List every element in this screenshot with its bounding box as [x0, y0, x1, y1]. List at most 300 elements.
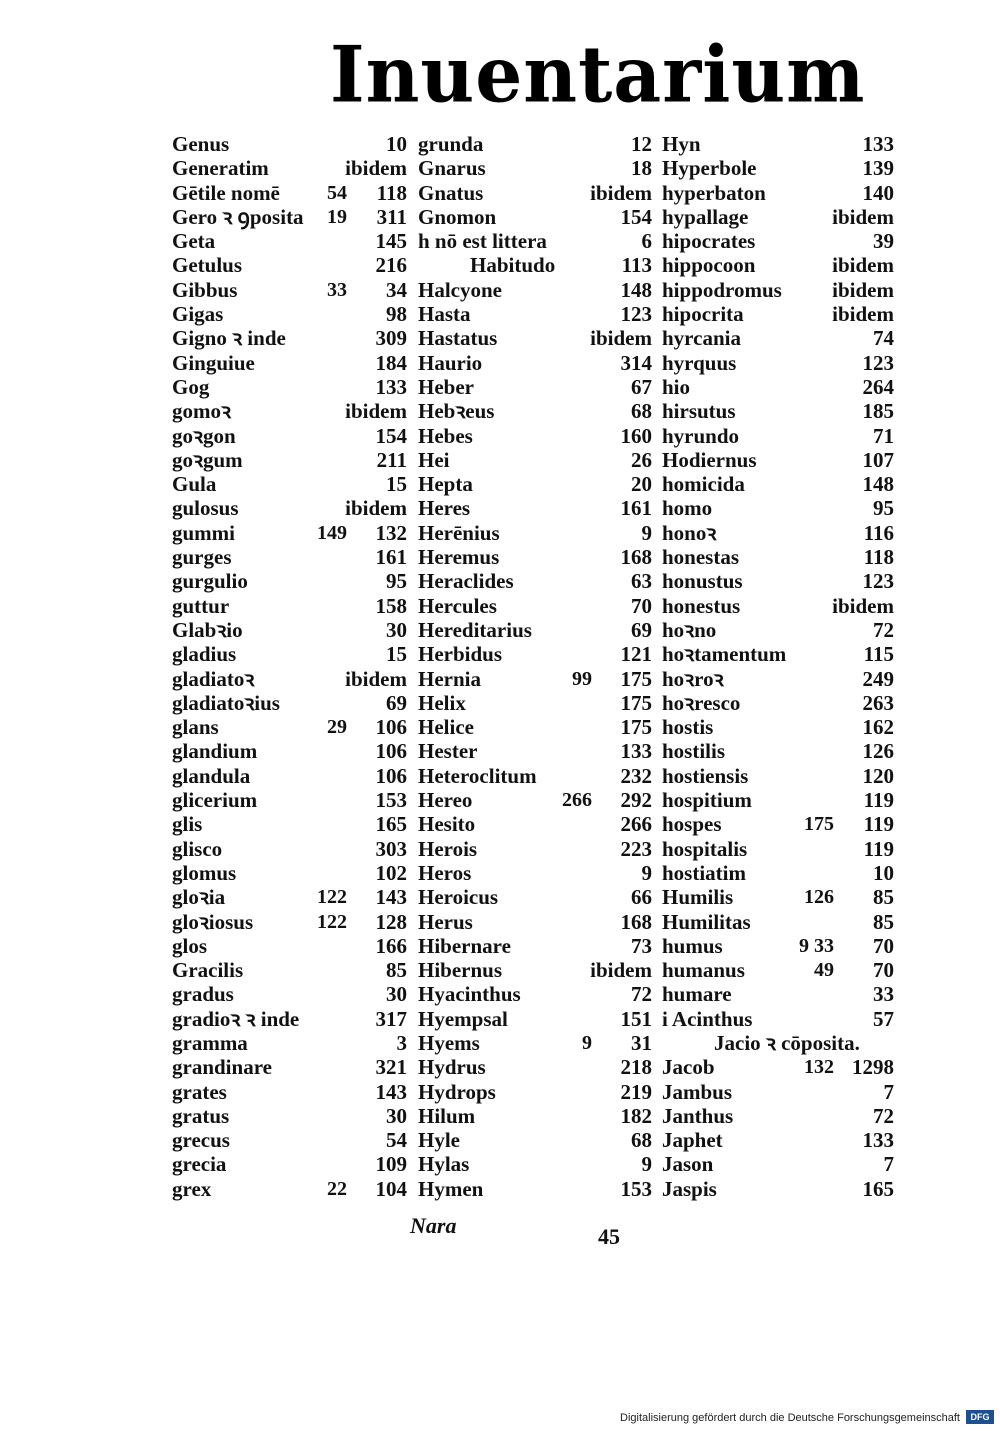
- entry-page: 72: [873, 617, 894, 642]
- page-title: Inuentarium: [330, 29, 866, 121]
- entry-page: 175: [620, 690, 652, 715]
- entry-page: 314: [620, 350, 652, 375]
- entry-word: hypallage: [662, 204, 749, 229]
- entry-page: 116: [863, 520, 894, 545]
- index-entry: [662, 132, 894, 156]
- entry-page: ibidem: [590, 326, 652, 351]
- index-entry: [172, 399, 407, 423]
- index-entry: [418, 667, 652, 691]
- entry-page: 158: [375, 593, 407, 618]
- entry-page: 168: [620, 545, 652, 570]
- index-entry: [172, 496, 407, 520]
- entry-word: hospitium: [662, 788, 752, 813]
- entry-page: 34: [386, 277, 407, 302]
- index-entry: [172, 1104, 407, 1128]
- entry-word: gramma: [172, 1030, 248, 1055]
- index-entry: [418, 1055, 652, 1079]
- index-entry: [662, 618, 894, 642]
- entry-word: Hebꝛeus: [418, 399, 495, 424]
- index-column-3: [662, 132, 894, 1212]
- entry-page: ibidem: [345, 399, 407, 424]
- index-entry: [418, 958, 652, 982]
- index-entry: [662, 521, 894, 545]
- entry-word: Hercules: [418, 593, 497, 618]
- entry-page: 133: [620, 739, 652, 764]
- entry-word: gloꝛiosus: [172, 909, 254, 934]
- index-entry: [662, 1128, 894, 1152]
- entry-page: 161: [375, 545, 407, 570]
- index-entry: [172, 351, 407, 375]
- index-entry: [418, 253, 652, 277]
- entry-word: Genus: [172, 132, 230, 156]
- entry-page: 154: [375, 423, 407, 448]
- entry-word: grecia: [172, 1152, 227, 1177]
- entry-word: Helix: [418, 690, 466, 715]
- entry-page: ibidem: [832, 253, 894, 278]
- index-entry: [662, 910, 894, 934]
- entry-page: 15: [386, 642, 407, 667]
- entry-word: Halcyone: [418, 277, 502, 302]
- index-entry: [172, 1055, 407, 1079]
- entry-word: hyrquus: [662, 350, 737, 375]
- entry-page: 175: [620, 715, 652, 740]
- entry-page: 31: [631, 1030, 652, 1055]
- entry-word: grandinare: [172, 1055, 272, 1080]
- entry-page: 68: [631, 1128, 652, 1153]
- entry-page: 98: [386, 302, 407, 327]
- entry-word: Ginguiue: [172, 350, 255, 375]
- entry-word: Japhet: [662, 1128, 723, 1153]
- index-entry: [662, 351, 894, 375]
- entry-page: 153: [620, 1176, 652, 1201]
- entry-page: 26: [631, 447, 652, 472]
- entry-extra-page: 122: [317, 910, 347, 933]
- entry-word: hostiatim: [662, 860, 746, 885]
- index-entry: [172, 715, 407, 739]
- entry-page: 9: [641, 860, 652, 885]
- entry-word: gummi: [172, 520, 235, 545]
- entry-word: Gigno ꝛ inde: [172, 326, 286, 351]
- entry-word: honustus: [662, 569, 743, 594]
- entry-extra-page: 19: [327, 205, 347, 228]
- entry-word: hoꝛtamentum: [662, 642, 787, 667]
- entry-page: 10: [386, 132, 407, 156]
- entry-word: h nō est littera: [418, 229, 547, 254]
- index-entry: [172, 812, 407, 836]
- entry-word: humare: [662, 982, 732, 1007]
- entry-page: ibidem: [345, 156, 407, 181]
- entry-word: Hei: [418, 447, 450, 472]
- entry-page: ibidem: [590, 958, 652, 983]
- index-entry: [662, 229, 894, 253]
- entry-page: 123: [862, 569, 894, 594]
- index-entry: [418, 1152, 652, 1176]
- entry-extra-page: 22: [327, 1177, 347, 1200]
- entry-word: Gnarus: [418, 156, 486, 181]
- entry-word: Jacio ꝛ cōposita.: [714, 1030, 860, 1055]
- entry-word: gurgulio: [172, 569, 248, 594]
- index-entry: [418, 181, 652, 205]
- index-entry: [172, 837, 407, 861]
- index-entry: [662, 982, 894, 1006]
- entry-word: Heroicus: [418, 885, 499, 910]
- index-entry: [418, 812, 652, 836]
- index-entry: [172, 448, 407, 472]
- index-entry: [172, 788, 407, 812]
- entry-word: glisco: [172, 836, 223, 861]
- entry-word: glandium: [172, 739, 258, 764]
- entry-word: hyrundo: [662, 423, 740, 448]
- index-entry: [662, 278, 894, 302]
- index-entry: [662, 375, 894, 399]
- entry-word: grates: [172, 1079, 227, 1104]
- entry-page: 54: [386, 1128, 407, 1153]
- entry-page: 85: [873, 909, 894, 934]
- entry-extra-page: 9: [582, 1031, 592, 1054]
- index-entry: [172, 132, 407, 156]
- entry-word: glos: [172, 933, 208, 958]
- index-entry: [172, 545, 407, 569]
- entry-page: 1298: [852, 1055, 894, 1080]
- entry-page: 12: [631, 132, 652, 156]
- entry-page: 109: [375, 1152, 407, 1177]
- entry-word: Hyempsal: [418, 1006, 508, 1031]
- entry-word: Herus: [418, 909, 473, 934]
- entry-page: 66: [631, 885, 652, 910]
- index-entry: [172, 739, 407, 763]
- index-entry: [172, 156, 407, 180]
- entry-word: Jason: [662, 1152, 714, 1177]
- entry-page: 106: [375, 739, 407, 764]
- entry-word: i Acinthus: [662, 1006, 753, 1031]
- entry-word: Habitudo: [470, 253, 556, 278]
- entry-word: hoꝛresco: [662, 690, 741, 715]
- index-entry: [418, 594, 652, 618]
- index-entry: [418, 132, 652, 156]
- index-entry: [662, 788, 894, 812]
- entry-word: Herois: [418, 836, 478, 861]
- index-entry: [418, 788, 652, 812]
- dfg-logo: DFG: [966, 1410, 994, 1424]
- entry-page: 184: [375, 350, 407, 375]
- index-entry: [662, 326, 894, 350]
- index-entry: [172, 205, 407, 229]
- entry-word: gradus: [172, 982, 234, 1007]
- index-entry: [418, 521, 652, 545]
- entry-page: 70: [873, 958, 894, 983]
- entry-page: 95: [873, 496, 894, 521]
- entry-page: 30: [386, 617, 407, 642]
- index-entry: [418, 1080, 652, 1104]
- entry-page: 165: [375, 812, 407, 837]
- index-entry: [662, 861, 894, 885]
- entry-page: 182: [620, 1103, 652, 1128]
- entry-page: 18: [631, 156, 652, 181]
- index-entry: [662, 837, 894, 861]
- entry-page: 7: [883, 1152, 894, 1177]
- entry-page: 106: [375, 763, 407, 788]
- index-entry: [172, 667, 407, 691]
- entry-page: 118: [376, 180, 407, 205]
- entry-word: Hester: [418, 739, 478, 764]
- entry-page: 161: [620, 496, 652, 521]
- index-entry: [418, 982, 652, 1006]
- entry-word: goꝛgon: [172, 423, 236, 448]
- entry-word: humanus: [662, 958, 745, 983]
- index-entry: [172, 910, 407, 934]
- index-entry: [172, 521, 407, 545]
- index-entry: [172, 934, 407, 958]
- entry-word: Helice: [418, 715, 474, 740]
- entry-page: 223: [620, 836, 652, 861]
- entry-page: 123: [620, 302, 652, 327]
- entry-word: hippodromus: [662, 277, 782, 302]
- entry-page: 185: [862, 399, 894, 424]
- entry-word: humus: [662, 933, 723, 958]
- index-entry: [662, 472, 894, 496]
- entry-page: 143: [375, 1079, 407, 1104]
- entry-extra-page: 33: [327, 278, 347, 301]
- entry-word: Heber: [418, 374, 474, 399]
- entry-word: Hepta: [418, 472, 473, 497]
- entry-page: 20: [631, 472, 652, 497]
- entry-page: ibidem: [832, 277, 894, 302]
- index-entry: [662, 691, 894, 715]
- entry-word: Hodiernus: [662, 447, 757, 472]
- index-entry: [172, 181, 407, 205]
- index-entry: [418, 205, 652, 229]
- index-entry: [172, 1177, 407, 1201]
- index-entry: [418, 351, 652, 375]
- entry-page: 292: [620, 788, 652, 813]
- entry-word: Gracilis: [172, 958, 244, 983]
- entry-page: 6: [641, 229, 652, 254]
- entry-word: hospes: [662, 812, 722, 837]
- entry-word: Gog: [172, 374, 210, 399]
- index-entry: [172, 618, 407, 642]
- entry-page: 126: [862, 739, 894, 764]
- index-entry: [662, 1152, 894, 1176]
- entry-word: hipocrates: [662, 229, 756, 254]
- entry-extra-page: 29: [327, 716, 347, 739]
- index-entry: [662, 448, 894, 472]
- entry-page: 119: [863, 788, 894, 813]
- entry-word: Haurio: [418, 350, 483, 375]
- entry-word: grex: [172, 1176, 212, 1201]
- signature-mark: 45: [598, 1224, 620, 1249]
- entry-page: 95: [386, 569, 407, 594]
- index-entry: [418, 618, 652, 642]
- entry-word: glomus: [172, 860, 237, 885]
- index-entry: [172, 278, 407, 302]
- entry-word: Gigas: [172, 302, 224, 327]
- entry-word: grecus: [172, 1128, 230, 1153]
- index-entry: [418, 910, 652, 934]
- entry-word: Hyle: [418, 1128, 460, 1153]
- entry-word: Herbidus: [418, 642, 503, 667]
- entry-extra-page: 54: [327, 181, 347, 204]
- index-entry: [418, 837, 652, 861]
- entry-word: gomoꝛ: [172, 399, 231, 424]
- entry-page: 121: [620, 642, 652, 667]
- entry-word: honestus: [662, 593, 741, 618]
- entry-page: 211: [376, 447, 407, 472]
- entry-page: 303: [375, 836, 407, 861]
- entry-word: gratus: [172, 1103, 230, 1128]
- entry-page: 139: [862, 156, 894, 181]
- index-entry: [418, 1031, 652, 1055]
- entry-word: honestas: [662, 545, 740, 570]
- index-entry: [172, 1152, 407, 1176]
- entry-word: Hasta: [418, 302, 471, 327]
- index-entry: [662, 667, 894, 691]
- index-entry: [662, 739, 894, 763]
- index-entry: [172, 569, 407, 593]
- entry-word: Hyn: [662, 132, 701, 156]
- entry-extra-page: 99: [572, 667, 592, 690]
- entry-page: 145: [375, 229, 407, 254]
- entry-extra-page: 49: [814, 959, 834, 982]
- entry-word: Hesito: [418, 812, 476, 837]
- entry-page: 264: [862, 374, 894, 399]
- entry-word: Jambus: [662, 1079, 733, 1104]
- entry-page: 309: [375, 326, 407, 351]
- index-entry: [172, 764, 407, 788]
- index-entry: [662, 594, 894, 618]
- entry-word: gurges: [172, 545, 232, 570]
- entry-page: 3: [396, 1030, 407, 1055]
- index-entry: [172, 642, 407, 666]
- entry-page: ibidem: [345, 666, 407, 691]
- digitization-credit: Digitalisierung gefördert durch die Deutsche Forschungsgemeinschaft: [620, 1412, 960, 1424]
- entry-word: Hibernare: [418, 933, 511, 958]
- index-entry: [172, 424, 407, 448]
- entry-word: Gero ꝛ ꝯposita: [172, 204, 304, 229]
- entry-extra-page: 175: [804, 813, 834, 836]
- entry-page: 166: [375, 933, 407, 958]
- entry-page: ibidem: [832, 302, 894, 327]
- entry-extra-page: 122: [317, 886, 347, 909]
- entry-word: guttur: [172, 593, 230, 618]
- index-entry: [418, 1104, 652, 1128]
- entry-page: 148: [862, 472, 894, 497]
- index-entry: [418, 885, 652, 909]
- index-entry: [662, 1177, 894, 1201]
- entry-word: gladiatoꝛ: [172, 666, 255, 691]
- entry-page: 151: [620, 1006, 652, 1031]
- entry-word: hyrcania: [662, 326, 741, 351]
- entry-word: Heremus: [418, 545, 500, 570]
- entry-page: 7: [883, 1079, 894, 1104]
- entry-word: homicida: [662, 472, 745, 497]
- entry-page: 70: [873, 933, 894, 958]
- index-entry: [662, 1080, 894, 1104]
- entry-extra-page: 126: [804, 886, 834, 909]
- index-entry: [418, 1128, 652, 1152]
- index-entry: [172, 375, 407, 399]
- entry-page: 132: [375, 520, 407, 545]
- entry-page: 175: [620, 666, 652, 691]
- entry-page: 85: [873, 885, 894, 910]
- entry-word: gladiatoꝛius: [172, 690, 280, 715]
- index-column-2: [418, 132, 652, 1212]
- entry-word: hippocoon: [662, 253, 756, 278]
- entry-word: Herēnius: [418, 520, 500, 545]
- entry-word: Glabꝛio: [172, 617, 243, 642]
- entry-page: 168: [620, 909, 652, 934]
- entry-page: 74: [873, 326, 894, 351]
- index-entry: [662, 399, 894, 423]
- entry-page: 133: [375, 374, 407, 399]
- entry-word: hipocrita: [662, 302, 744, 327]
- entry-page: 30: [386, 1103, 407, 1128]
- index-entry: [418, 1007, 652, 1031]
- index-entry: [662, 496, 894, 520]
- index-entry: [172, 472, 407, 496]
- entry-page: 143: [375, 885, 407, 910]
- index-entry: [418, 764, 652, 788]
- catchword: Nara: [410, 1213, 457, 1238]
- index-entry: [418, 375, 652, 399]
- index-entry: [418, 278, 652, 302]
- entry-word: hospitalis: [662, 836, 748, 861]
- entry-word: Hydrus: [418, 1055, 486, 1080]
- entry-page: 133: [862, 132, 894, 156]
- index-column-1: [172, 132, 407, 1212]
- index-entry: [418, 326, 652, 350]
- index-entry: [418, 399, 652, 423]
- entry-word: hoꝛno: [662, 617, 717, 642]
- entry-page: 63: [631, 569, 652, 594]
- entry-page: 154: [620, 204, 652, 229]
- entry-page: 115: [863, 642, 894, 667]
- index-entry: [172, 982, 407, 1006]
- index-entry: [662, 156, 894, 180]
- entry-word: Gnatus: [418, 180, 484, 205]
- entry-word: Heres: [418, 496, 471, 521]
- index-entry: [662, 885, 894, 909]
- entry-page: 85: [386, 958, 407, 983]
- entry-page: 102: [375, 860, 407, 885]
- entry-page: ibidem: [345, 496, 407, 521]
- entry-word: glandula: [172, 763, 251, 788]
- entry-page: ibidem: [832, 593, 894, 618]
- index-entry: [418, 229, 652, 253]
- entry-page: 68: [631, 399, 652, 424]
- entry-word: hirsutus: [662, 399, 736, 424]
- index-entry: [418, 472, 652, 496]
- entry-page: ibidem: [832, 204, 894, 229]
- entry-page: 39: [873, 229, 894, 254]
- entry-extra-page: 149: [317, 521, 347, 544]
- index-entry: [172, 861, 407, 885]
- entry-page: 153: [375, 788, 407, 813]
- index-entry: [172, 958, 407, 982]
- index-entry: [662, 642, 894, 666]
- index-entry: [172, 1031, 407, 1055]
- entry-word: hostis: [662, 715, 714, 740]
- entry-word: Hylas: [418, 1152, 470, 1177]
- entry-page: 311: [376, 204, 407, 229]
- entry-page: 216: [375, 253, 407, 278]
- index-entry: [172, 691, 407, 715]
- entry-word: Jacob: [662, 1055, 715, 1080]
- entry-page: 69: [631, 617, 652, 642]
- entry-page: 9: [641, 1152, 652, 1177]
- index-entry: [662, 181, 894, 205]
- entry-word: Gula: [172, 472, 217, 497]
- entry-word: Janthus: [662, 1103, 734, 1128]
